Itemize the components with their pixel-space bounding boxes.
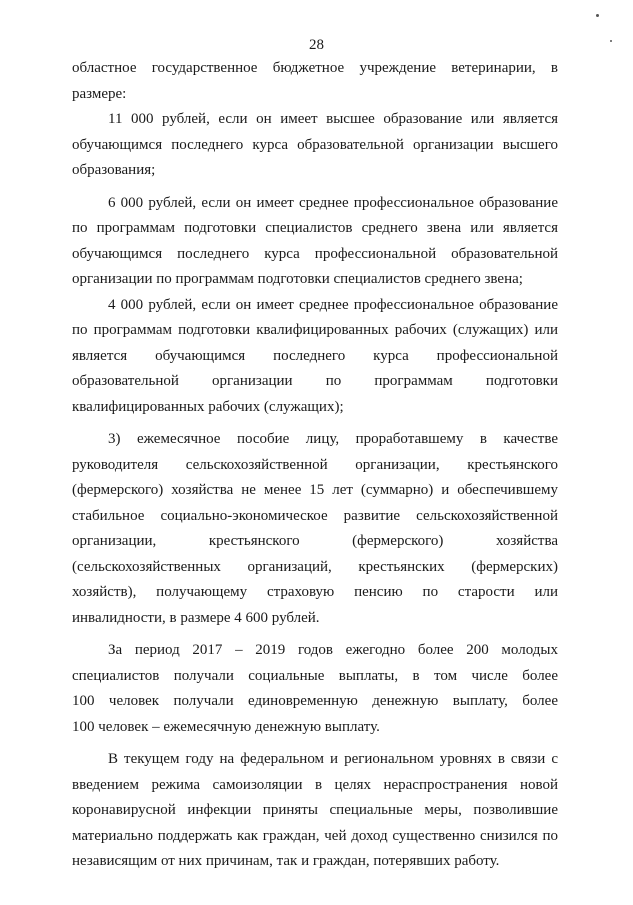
paragraph [72, 638, 558, 740]
paragraph [72, 107, 558, 184]
scan-dot [610, 40, 612, 42]
paragraph [72, 747, 558, 875]
page-number: 28 [309, 37, 324, 53]
text-line: введением режима самоизоляции в целях нераспространения новой [72, 776, 558, 793]
text-line: обучающимся последнего курса профессиональной образовательной [72, 245, 558, 262]
scan-dot [596, 14, 599, 17]
document-body [72, 56, 558, 875]
text-line: независящим от них причинам, так и граждан, потерявших работу. [72, 853, 500, 869]
text-line: является обучающимся последнего курса профессиональной [72, 347, 558, 364]
text-line: (фермерского) хозяйства не менее 15 лет (суммарно) и обеспечившему [72, 482, 558, 498]
text-line: организации, крестьянского (фермерского) хозяйства [72, 533, 558, 549]
text-line: 11 000 рублей, если он имеет высшее образование или является [108, 111, 558, 127]
text-line: по программам подготовки специалистов среднего звена или является [72, 220, 558, 236]
text-line: 4 000 рублей, если он имеет среднее профессиональное образование [108, 296, 558, 313]
paragraph [72, 56, 558, 107]
paragraph [72, 293, 558, 421]
text-line: (сельскохозяйственных организаций, крестьянских (фермерских) [72, 558, 558, 575]
text-line: 3) ежемесячное пособие лицу, проработавшему в качестве [108, 431, 558, 447]
text-line: обучающимся последнего курса образовательной организации высшего [72, 136, 558, 153]
text-line: материально поддержать как граждан, чей доход существенно снизился по [72, 827, 558, 844]
text-line: 6 000 рублей, если он имеет среднее профессиональное образование [108, 194, 558, 211]
text-line: В текущем году на федеральном и региональном уровнях в связи с [108, 751, 558, 767]
text-line: За период 2017 – 2019 годов ежегодно более 200 молодых [108, 642, 558, 658]
text-line: 100 человек – ежемесячную денежную выплату. [72, 718, 380, 735]
text-line: инвалидности, в размере 4 600 рублей. [72, 609, 320, 626]
paragraph [72, 427, 558, 631]
paragraph [72, 191, 558, 293]
text-line: руководителя сельскохозяйственной организации, крестьянского [72, 456, 558, 473]
text-line: образовательной организации по программам подготовки [72, 373, 558, 389]
text-line: областное государственное бюджетное учреждение ветеринарии, в [72, 60, 558, 76]
text-line: по программам подготовки квалифицированных рабочих (служащих) или [72, 322, 558, 338]
text-line: квалифицированных рабочих (служащих); [72, 398, 344, 415]
text-line: хозяйств), получающему страховую пенсию по старости или [72, 584, 558, 600]
text-line: образования; [72, 162, 156, 178]
text-line: 100 человек получали единовременную денежную выплату, более [72, 693, 558, 709]
text-line: специалистов получали социальные выплаты, в том числе более [72, 667, 558, 684]
text-line: коронавирусной инфекции приняты специальные меры, позволившие [72, 802, 558, 818]
text-line: организации по программам подготовки специалистов среднего звена; [72, 271, 523, 287]
text-line: размере: [72, 85, 127, 102]
text-line: стабильное социально-экономическое развитие сельскохозяйственной [72, 507, 558, 524]
